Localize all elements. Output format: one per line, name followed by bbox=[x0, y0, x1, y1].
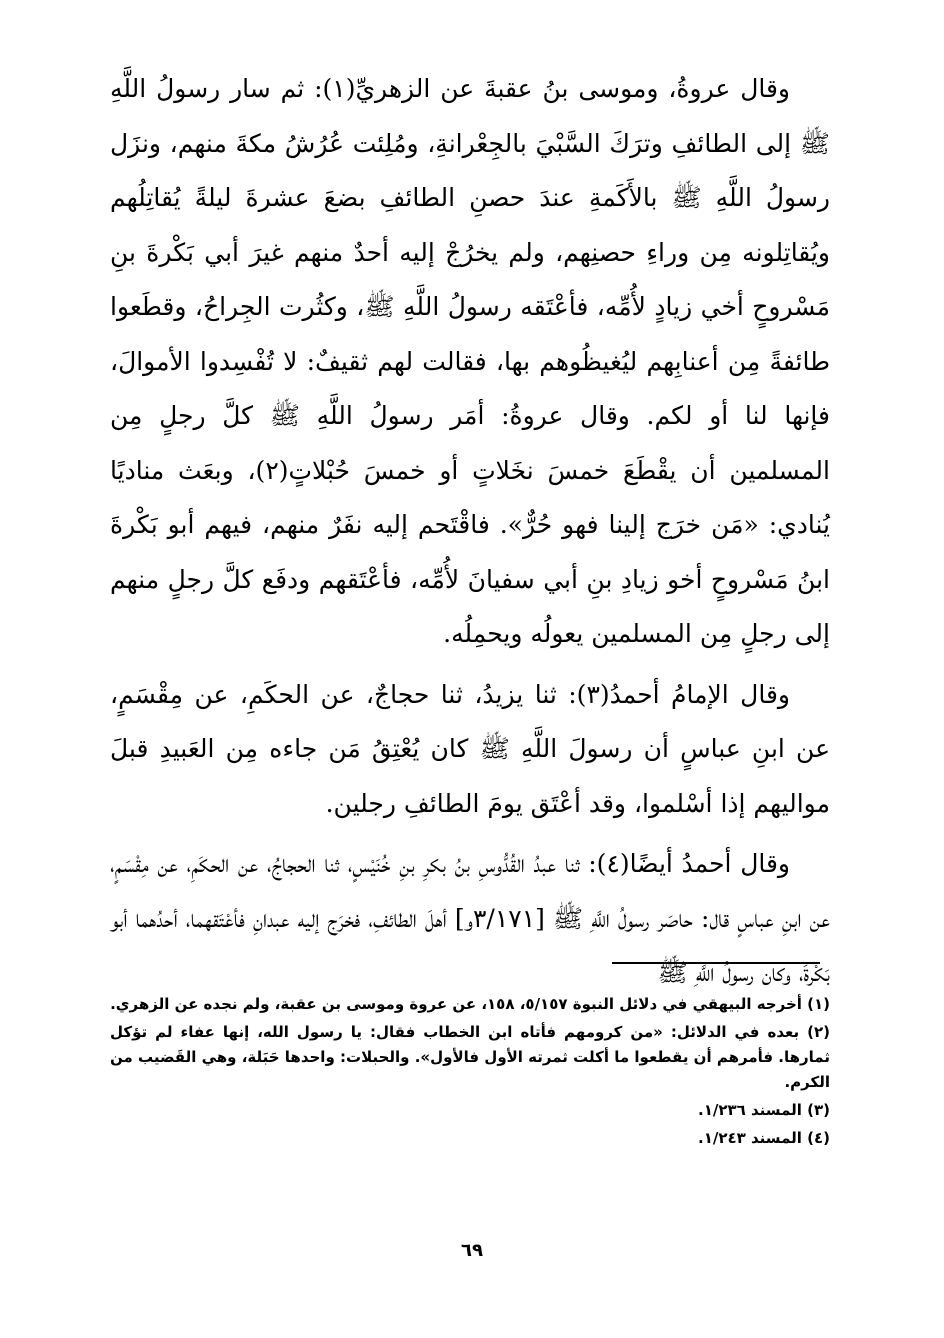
footnote-4: (٤) المسند ١/٢٤٣. bbox=[697, 1129, 830, 1147]
footnote-2: (٢) بعده في الدلائل: «من كرومهم فأتاه ابن الخطاب فقال: يا رسول الله، إنها عفاء لم تؤكل ثمارها. فأمرهم أن يقطعوا ما أكلت ثمرته الأول فالأول». والحبلات: واحدها حَبَلة، وهي القَضيب من الكرم. bbox=[110, 1023, 830, 1091]
main-text-body bbox=[110, 62, 830, 1001]
page-number: ٦٩ bbox=[461, 1240, 483, 1261]
footnote-1: (١) أخرجه البيهقي في دلائل النبوة ٥/١٥٧، ١٥٨، عن عروة وموسى بن عقبة، ولم نجده عن الزهري. bbox=[110, 995, 830, 1013]
footnotes bbox=[110, 992, 830, 1154]
footnote-divider bbox=[612, 962, 820, 964]
footnote-3: (٣) المسند ١/٢٣٦. bbox=[697, 1101, 830, 1119]
paragraph-2: وقال الإمامُ أحمدُ(٣): ثنا يزيدُ، ثنا حجاجٌ، عن الحكَمِ، عن مِقْسَمٍ، عن ابنِ عباسٍ أن رسولَ اللَّهِ ﷺ كان يُعْتِقُ مَن جاءه مِن العَبيدِ قبلَ مواليهم إذا أسْلموا، وقد أعْتَق يومَ الطائفِ رجلين. bbox=[110, 679, 830, 818]
paragraph-3: وقال أحمدُ أيضًا(٤): ثنا عبدُ القُدُّوسِ بنُ بكرِ بنِ خُنَيْسٍ، ثنا الحجاجُ، عن الحكَمِ، عن مِقْسَمٍ، عن ابنِ عباسٍ قال: حاصَر رسولُ اللَّهِ ﷺ [٣/١٧١و] أهلَ الطائفِ، فخرَج إليه عبدانِ فأعْتَقهما، أحدُهما أبو بَكْرةَ، وكان رسولُ اللَّهِ ﷺ bbox=[110, 849, 830, 987]
paragraph-1: وقال عروةُ، وموسى بنُ عقبةَ عن الزهريِّ(١): ثم سار رسولُ اللَّهِ ﷺ إلى الطائفِ وترَكَ السَّبْيَ بالجِعْرانةِ، ومُلِئت عُرُشُ مكةَ منهم، ونزَل رسولُ اللَّهِ ﷺ بالأَكَمةِ عندَ حصنِ الطائفِ بضعَ عشرةَ ليلةً يُقاتِلُهم ويُقاتِلونه مِن وراءِ حصنِهم، ولم يخرُجْ إليه أحدٌ منهم غيرَ أبي بَكْرةَ بنِ مَسْروحٍ أخي زيادٍ لأُمِّه، فأعْتَقه رسولُ اللَّهِ ﷺ، وكثُرت الجِراحُ، وقطَعوا طائفةً مِن أعنابِهم ليُغيظُوهم بها، فقالت لهم ثقيفٌ: لا تُفْسِدوا الأموالَ، فإنها لنا أو لكم. وقال عروةُ: أمَر رسولُ اللَّهِ ﷺ كلَّ رجلٍ مِن المسلمين أن يقْطَعَ خمسَ نخَلاتٍ أو خمسَ حُبْلاتٍ(٢)، وبعَث مناديًا يُنادي: «مَن خرَج إلينا فهو حُرٌّ». فاقْتَحم إليه نفَرٌ منهم، فيهم أبو بَكْرةَ ابنُ مَسْروحٍ أخو زيادِ بنِ أبي سفيانَ لأُمِّه، فأعْتَقهم ودفَع كلَّ رجلٍ منهم إلى رجلٍ مِن المسلمين يعولُه ويحمِلُه. bbox=[110, 74, 830, 648]
